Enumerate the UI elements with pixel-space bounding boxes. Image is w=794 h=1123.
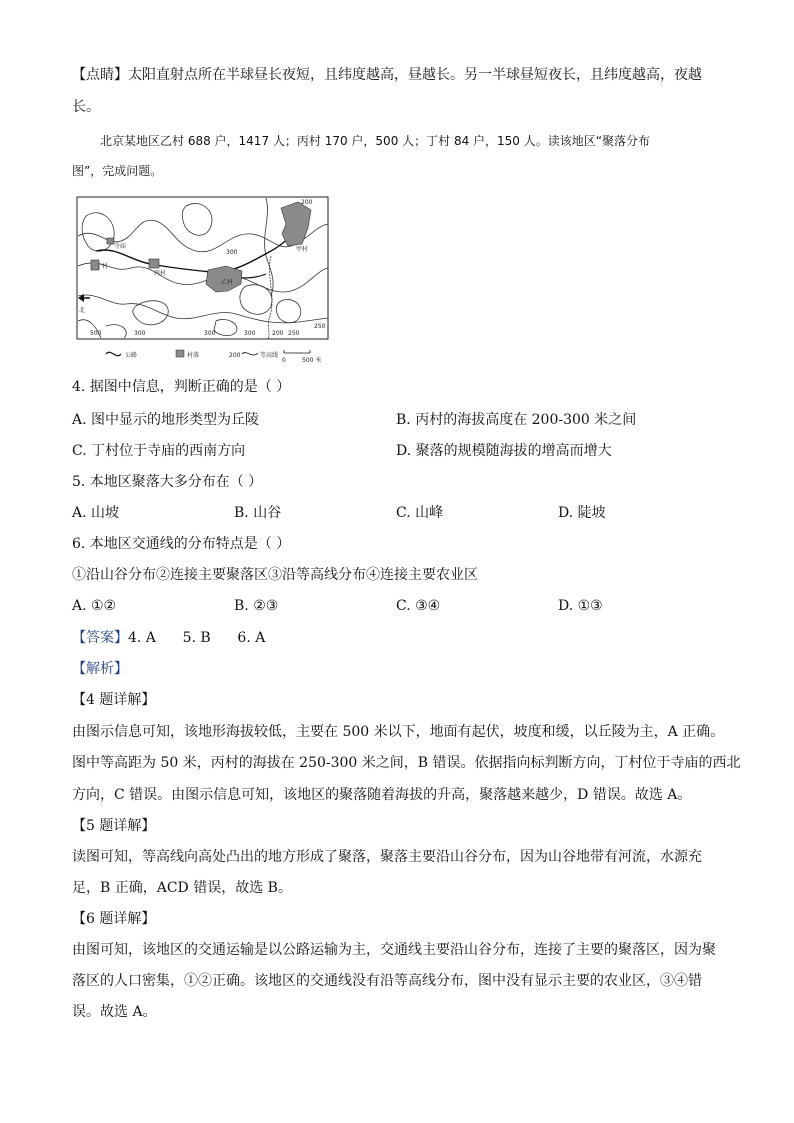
- label-ding: 丁村: [96, 263, 109, 270]
- q5-option-a: A. 山坡: [72, 505, 120, 521]
- contour-label: 300: [134, 330, 146, 337]
- contour-label: 250: [314, 323, 326, 330]
- label-temple: 寺庙: [114, 243, 127, 250]
- settlement-map-svg: [76, 196, 330, 364]
- contour-label: 200: [272, 330, 284, 337]
- detail-4-line-2: 图中等高距为 50 米，丙村的海拔在 250-300 米之间，B 错误。依据指向标判断方向，丁村位于寺庙的西北: [72, 755, 741, 771]
- q4-option-c: C. 丁村位于寺庙的西南方向: [72, 443, 246, 459]
- q6-items: ①沿山谷分布②连接主要聚落区③沿等高线分布④连接主要农业区: [72, 567, 478, 583]
- label-yi: 乙村: [221, 279, 234, 286]
- map-legend: [106, 350, 321, 364]
- tip-line-1: [72, 65, 702, 85]
- contour-label: 200: [301, 199, 313, 206]
- q4-option-d: D. 聚落的规模随海拔的增高而增大: [396, 443, 612, 459]
- detail-5-line-2: 足，B 正确，ACD 错误，故选 B。: [72, 880, 292, 896]
- contour-label: 300: [204, 330, 216, 337]
- legend-contour-symbol: [242, 353, 258, 355]
- settlement-map: [76, 196, 330, 364]
- contour-label: 250: [288, 330, 300, 337]
- legend-scale-value: 500 米: [302, 357, 322, 364]
- q6-option-a: A. ①②: [72, 598, 117, 614]
- contour-label: 300: [226, 249, 238, 256]
- detail-4-heading: 【4 题详解】: [72, 692, 156, 708]
- answer-label: 【答案】: [72, 630, 128, 646]
- q5-option-d: D. 陡坡: [558, 505, 606, 521]
- legend-road-symbol: [106, 352, 121, 355]
- answer-text: 4. A 5. B 6. A: [128, 630, 266, 646]
- q4-option-b: B. 丙村的海拔高度在 200-300 米之间: [396, 412, 637, 428]
- legend-village: 村落: [187, 352, 200, 359]
- legend-road: 公路: [125, 352, 138, 359]
- detail-6-line-3: 误。故选 A。: [72, 1004, 157, 1020]
- q6-option-b: B. ②③: [234, 598, 279, 614]
- q5-option-c: C. 山峰: [396, 505, 444, 521]
- q5-option-b: B. 山谷: [234, 505, 282, 521]
- contour-label: 500: [90, 330, 102, 337]
- detail-4-line-1: 由图示信息可知，该地形海拔较低，主要在 500 米以下，地面有起伏，坡度和缓，以丘陵为主，A 正确。: [72, 724, 725, 740]
- legend-scale-zero: 0: [282, 357, 286, 364]
- tip-label: 【点睛】: [72, 67, 128, 83]
- q4-stem: 4. 据图中信息，判断正确的是（ ）: [72, 379, 291, 395]
- village-bing: [149, 259, 159, 268]
- north-label: 北: [79, 307, 86, 314]
- legend-contour: 等高线: [260, 352, 279, 359]
- temple-mark: [107, 238, 114, 244]
- q6-option-c: C. ③④: [396, 598, 441, 614]
- analysis-label: 【解析】: [72, 661, 128, 677]
- detail-6-line-2: 落区的人口密集，①②正确。该地区的交通线没有沿等高线分布，图中没有显示主要的农业区，③④错: [72, 973, 702, 989]
- label-jia: 甲村: [296, 246, 309, 253]
- detail-6-line-1: 由图可知，该地区的交通运输是以公路运输为主，交通线主要沿山谷分布，连接了主要的聚落区，因为聚: [72, 942, 716, 958]
- label-bing: 丙村: [154, 270, 167, 277]
- intro-line-2: 图”，完成问题。: [72, 164, 163, 178]
- contour-label: 300: [244, 330, 256, 337]
- legend-village-symbol: [176, 350, 184, 357]
- detail-4-line-3: 方向，C 错误。由图示信息可知，该地区的聚落随着海拔的升高，聚落越来越少，D 错误。故选 A。: [72, 787, 692, 803]
- detail-6-heading: 【6 题详解】: [72, 911, 156, 927]
- intro-line-1: 北京某地区乙村 688 户，1417 人；丙村 170 户，500 人；丁村 84 户，150 人。读该地区“聚落分布: [100, 134, 650, 148]
- tip-text-1: 太阳直射点所在半球昼长夜短，且纬度越高，昼越长。另一半球昼短夜长，且纬度越高，夜越: [128, 67, 702, 83]
- answer-line: [72, 628, 265, 648]
- q6-option-d: D. ①③: [558, 598, 603, 614]
- tip-line-2: 长。: [72, 99, 100, 115]
- detail-5-line-1: 读图可知，等高线向高处凸出的地方形成了聚落，聚落主要沿山谷分布，因为山谷地带有河流，水源充: [72, 849, 702, 865]
- q4-option-a: A. 图中显示的地形类型为丘陵: [72, 412, 260, 428]
- q5-stem: 5. 本地区聚落大多分布在（ ）: [72, 474, 263, 490]
- legend-contour-value: 200: [229, 352, 241, 359]
- detail-5-heading: 【5 题详解】: [72, 818, 156, 834]
- q6-stem: 6. 本地区交通线的分布特点是（ ）: [72, 536, 291, 552]
